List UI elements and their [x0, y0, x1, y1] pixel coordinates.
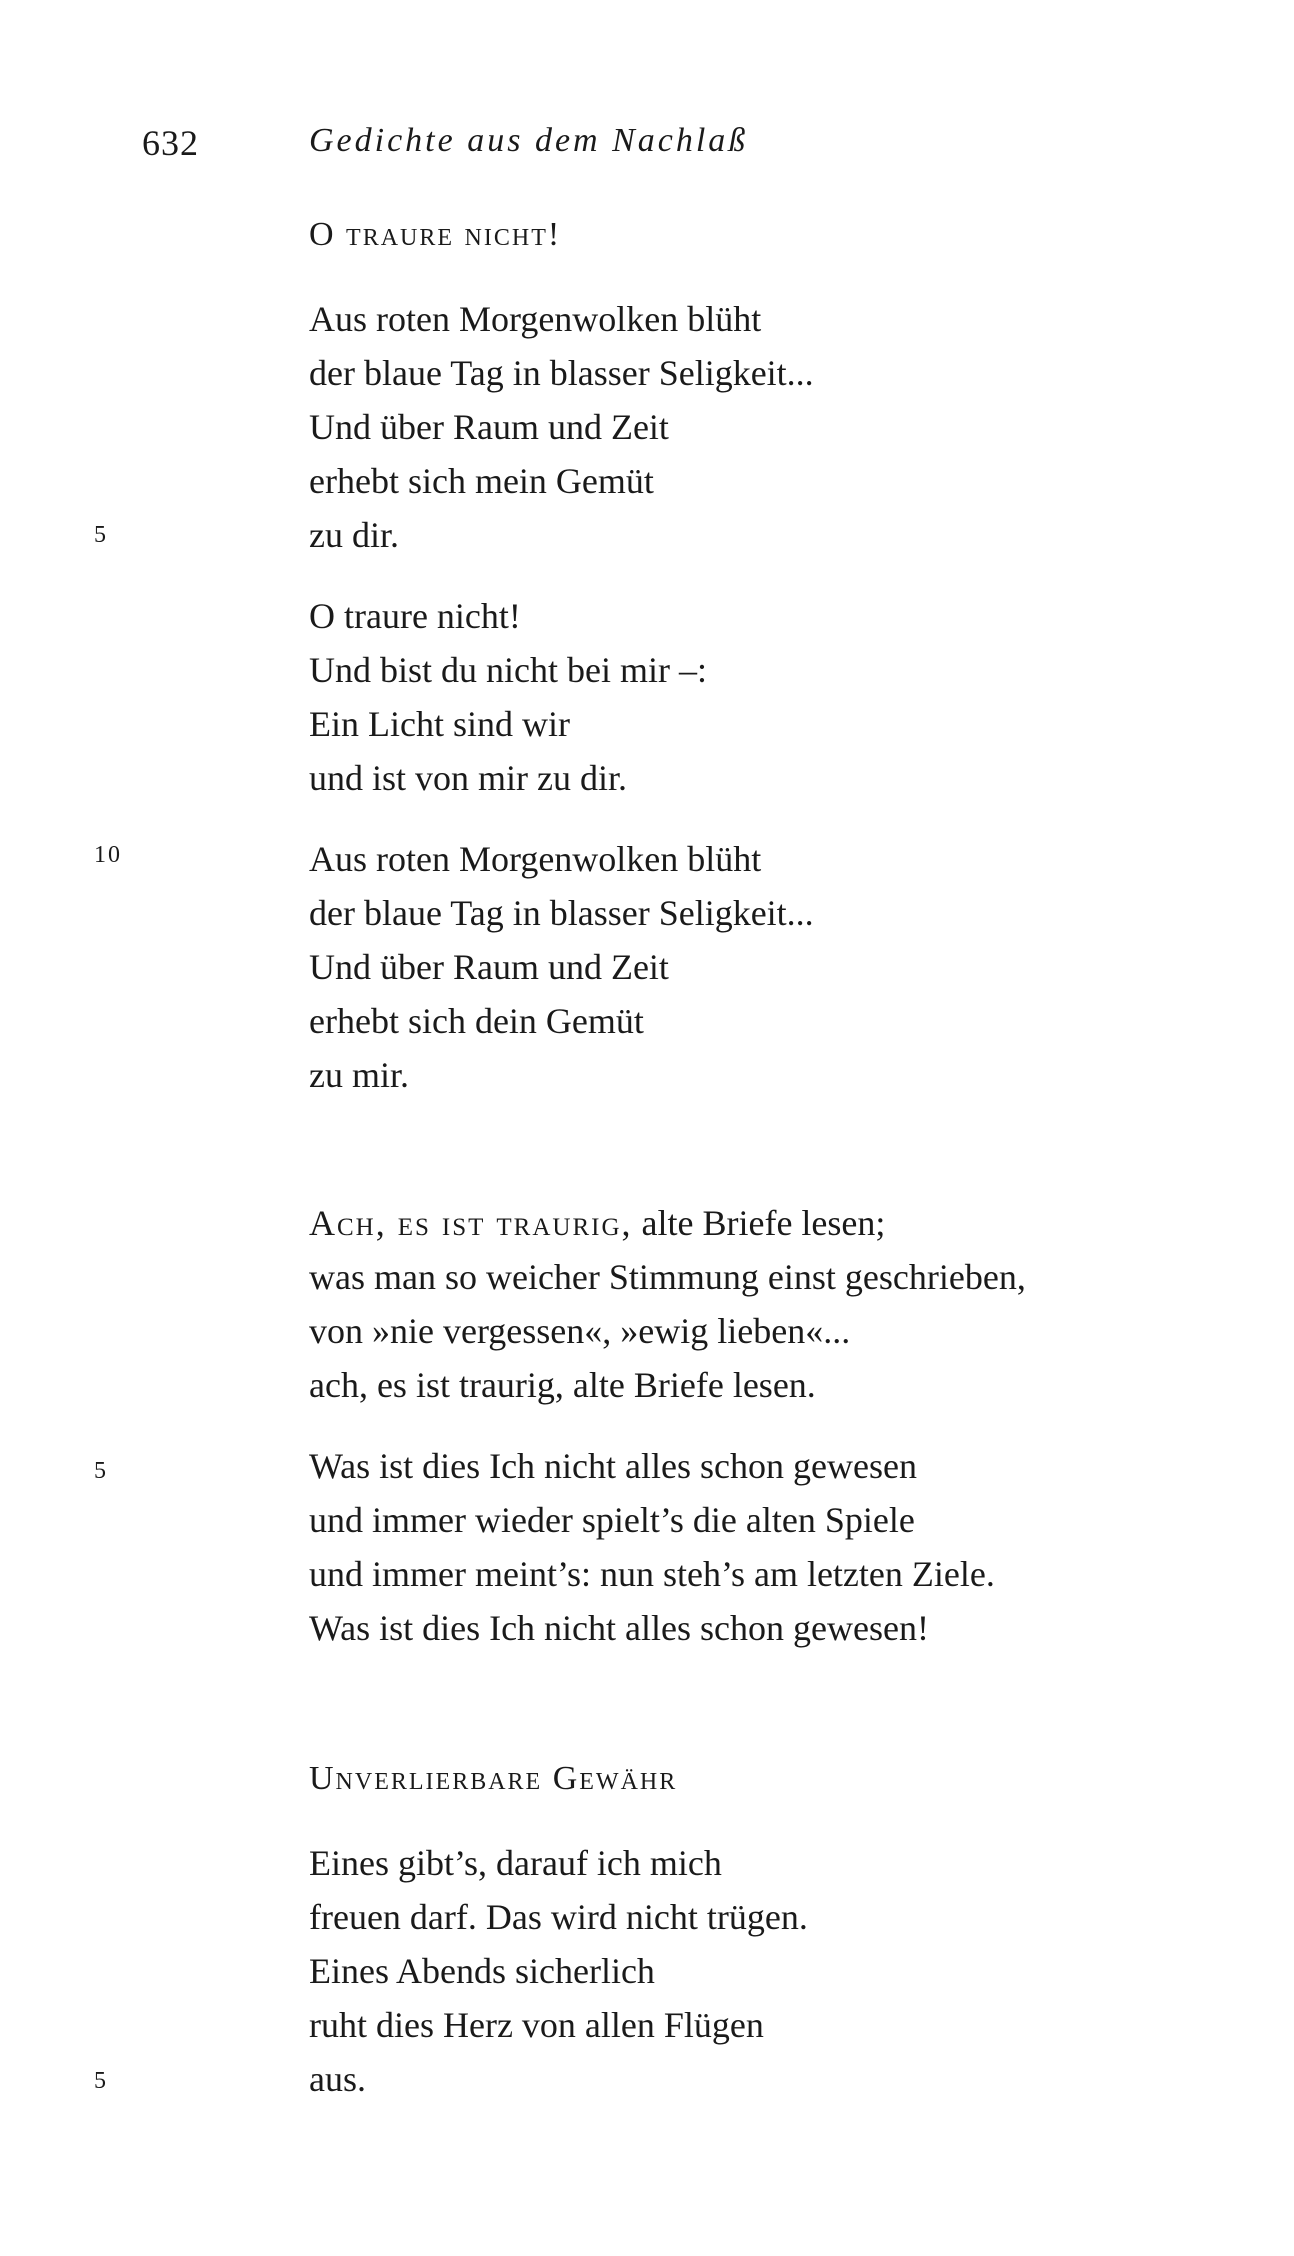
- verse-line: zu dir.: [309, 515, 399, 555]
- verse-line-first: [309, 1196, 1209, 1250]
- verse-line: und immer wieder spielt’s die alten Spiele: [309, 1500, 915, 1540]
- verse-line: und immer meint’s: nun steh’s am letzten Ziele.: [309, 1554, 995, 1594]
- stanza-2: [309, 589, 1209, 805]
- verse-line: aus.: [309, 2059, 366, 2099]
- verse-line: Und über Raum und Zeit: [309, 407, 669, 447]
- verse-line: O traure nicht!: [309, 596, 521, 636]
- verse-line: Aus roten Morgenwolken blüht: [309, 299, 762, 339]
- stanza-1: [309, 1196, 1209, 1412]
- verse-line: der blaue Tag in blasser Seligkeit...: [309, 893, 814, 933]
- page-number: 632: [142, 123, 199, 163]
- stanza-2: [309, 1439, 1209, 1655]
- verse-line: erhebt sich mein Gemüt: [309, 461, 654, 501]
- verse-line: der blaue Tag in blasser Seligkeit...: [309, 353, 814, 393]
- verse-line: und ist von mir zu dir.: [309, 758, 627, 798]
- verse-line: ach, es ist traurig, alte Briefe lesen.: [309, 1365, 816, 1405]
- verse-line: zu mir.: [309, 1055, 409, 1095]
- verse-line: Was ist dies Ich nicht alles schon gewesen: [309, 1446, 917, 1486]
- poem-title: O traure nicht!: [309, 216, 562, 253]
- verse-line: Und bist du nicht bei mir –:: [309, 650, 707, 690]
- poem-unverlierbare-gewaehr: [309, 1752, 1209, 2133]
- poem-title: Unverlierbare Gewähr: [309, 1760, 678, 1797]
- verse-line: Ein Licht sind wir: [309, 704, 570, 744]
- verse-line: Was ist dies Ich nicht alles schon gewesen!: [309, 1608, 929, 1648]
- verse-line: von »nie vergessen«, »ewig lieben«...: [309, 1311, 851, 1351]
- verse-line: Und über Raum und Zeit: [309, 947, 669, 987]
- line-number: 5: [94, 1458, 108, 1484]
- stanza-3: [309, 832, 1209, 1102]
- poem-ach-es-ist-traurig: [309, 1196, 1209, 1682]
- poem-o-traure-nicht: [309, 208, 1209, 1129]
- running-title: Gedichte aus dem Nachlaß: [309, 122, 749, 159]
- line-number: 5: [94, 2068, 108, 2094]
- stanza-1: [309, 1836, 1209, 2106]
- line-number: 10: [94, 842, 122, 868]
- verse-line: Aus roten Morgenwolken blüht: [309, 839, 762, 879]
- verse-line: Eines Abends sicherlich: [309, 1951, 655, 1991]
- verse-line: freuen darf. Das wird nicht trügen.: [309, 1897, 808, 1937]
- first-line-rest: alte Briefe lesen;: [632, 1203, 886, 1243]
- stanza-1: [309, 292, 1209, 562]
- verse-line: Eines gibt’s, darauf ich mich: [309, 1843, 722, 1883]
- verse-line: was man so weicher Stimmung einst geschrieben,: [309, 1257, 1026, 1297]
- running-head: [0, 122, 1294, 172]
- verse-line: erhebt sich dein Gemüt: [309, 1001, 644, 1041]
- line-number: 5: [94, 522, 108, 548]
- poem-title-lead: Ach, es ist traurig,: [309, 1203, 633, 1243]
- verse-line: ruht dies Herz von allen Flügen: [309, 2005, 764, 2045]
